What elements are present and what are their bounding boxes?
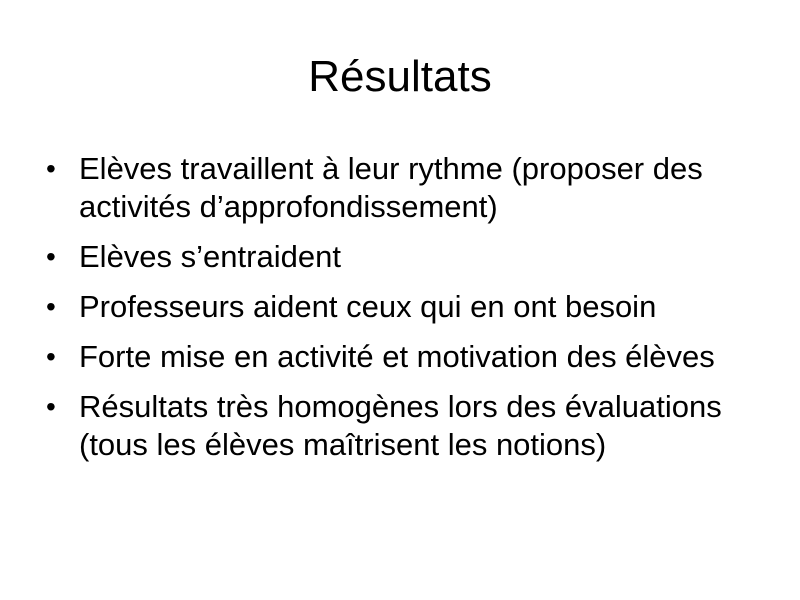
bullet-text: Elèves s’entraident	[79, 239, 341, 274]
bullet-item	[46, 288, 766, 326]
bullet-item	[46, 238, 766, 276]
bullet-dot-icon: •	[46, 241, 56, 272]
bullet-item	[46, 338, 766, 376]
bullet-text: Elèves travaillent à leur rythme (proposer des activités d’approfondissement)	[79, 151, 703, 224]
bullet-item	[46, 150, 766, 226]
bullet-dot-icon: •	[46, 391, 56, 422]
bullet-dot-icon: •	[46, 341, 56, 372]
slide-title: Résultats	[308, 52, 492, 101]
bullet-dot-icon: •	[46, 153, 56, 184]
bullet-list	[46, 150, 766, 476]
bullet-text: Professeurs aident ceux qui en ont besoin	[79, 289, 657, 324]
bullet-text: Forte mise en activité et motivation des élèves	[79, 339, 715, 374]
bullet-dot-icon: •	[46, 291, 56, 322]
bullet-text: Résultats très homogènes lors des évaluations (tous les élèves maîtrisent les notions)	[79, 389, 722, 462]
bullet-item	[46, 388, 766, 464]
